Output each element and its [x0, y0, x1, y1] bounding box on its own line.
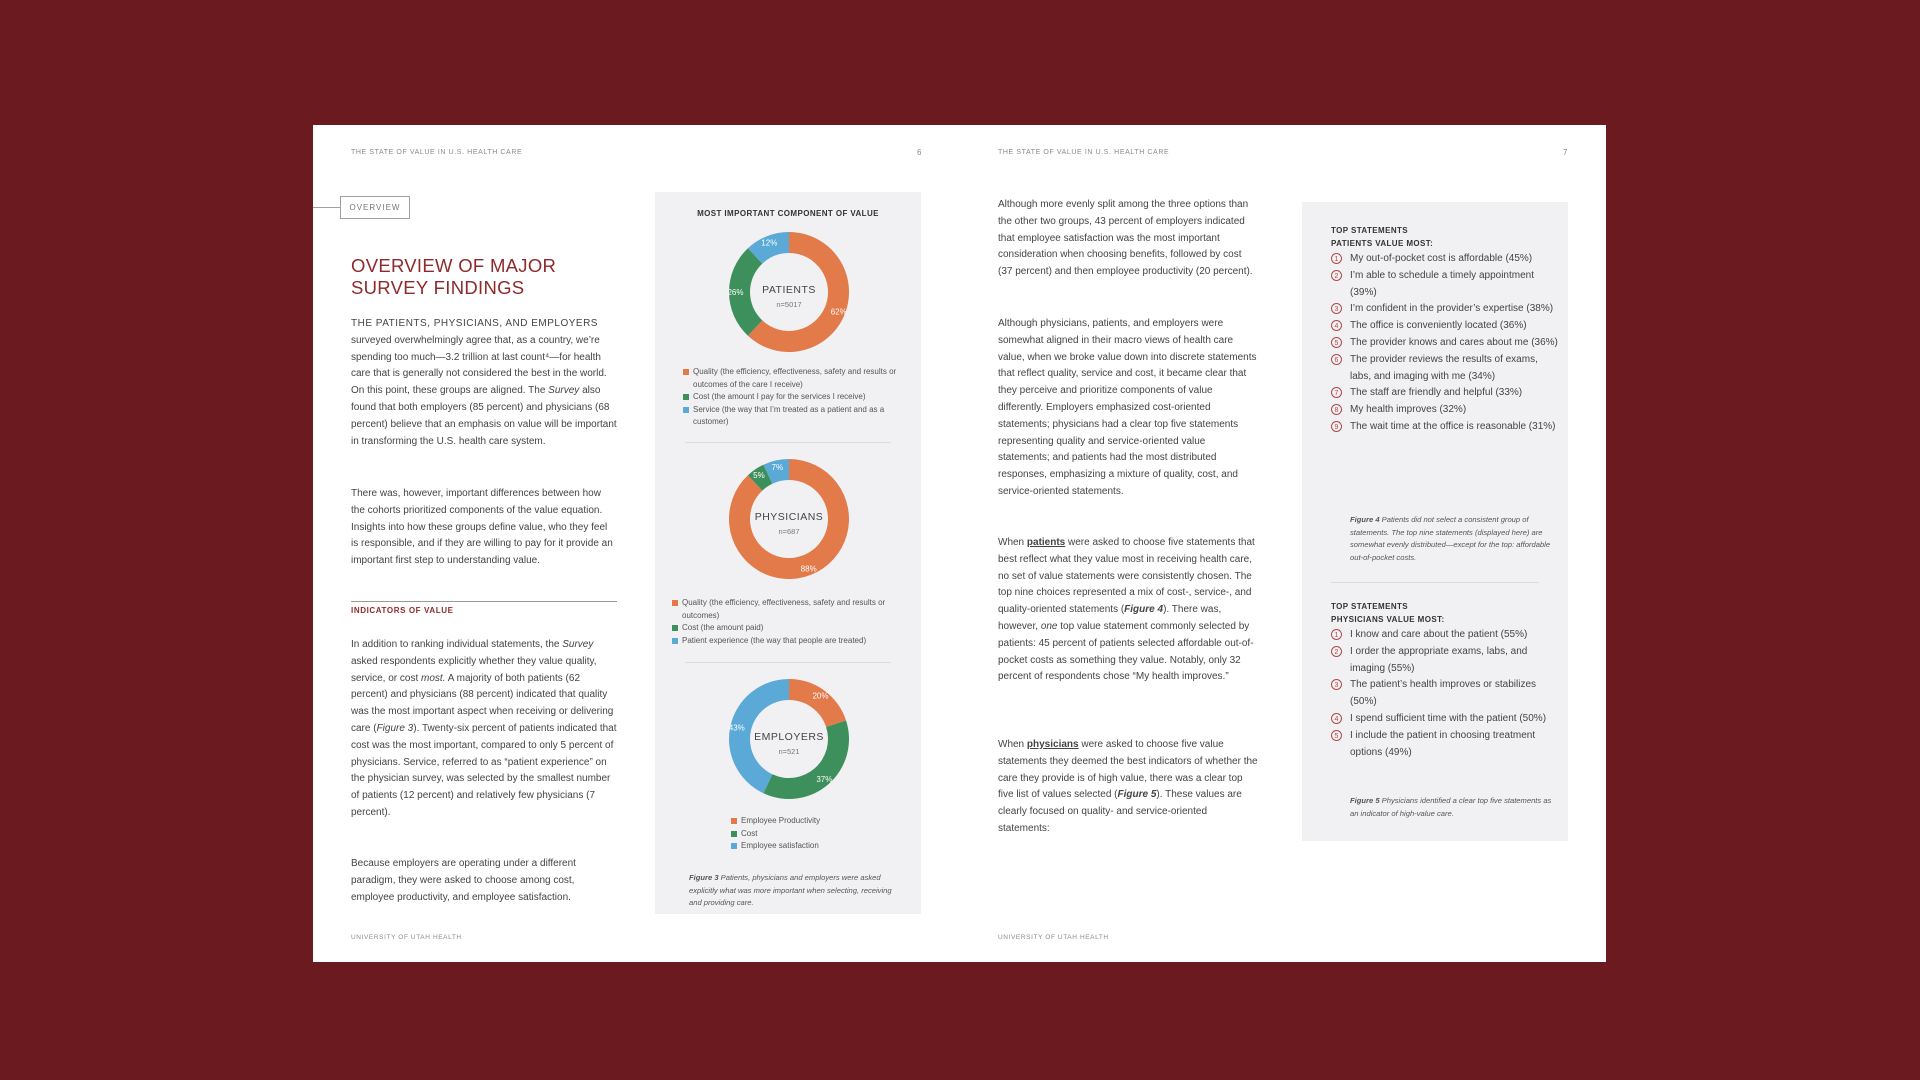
- number-badge: 4: [1331, 320, 1342, 331]
- physicians-list-heading: [1331, 601, 1445, 626]
- document-spread: [313, 125, 1606, 962]
- paragraph-indicators: [351, 637, 617, 822]
- running-header-right: THE STATE OF VALUE IN U.S. HEALTH CARE: [998, 149, 1170, 156]
- list-item: [1331, 402, 1561, 419]
- donut-percent-label: 5%: [753, 470, 765, 480]
- heading-line: TOP STATEMENTS: [1331, 226, 1409, 235]
- figure-3-caption: [689, 872, 899, 910]
- lead-in-text: THE PATIENTS, PHYSICIANS, AND EMPLOYERS: [351, 318, 598, 329]
- list-item: [1331, 301, 1561, 318]
- page-title: OVERVIEW OF MAJOR SURVEY FINDINGS: [351, 255, 557, 298]
- heading-line: TOP STATEMENTS: [1331, 602, 1409, 611]
- legend-item: [683, 391, 905, 404]
- caption-text: Patients, physicians and employers were asked explicitly what was more important when selecting, receiving and providing care.: [689, 873, 892, 907]
- text-run: asked respondents explicitly whether they value quality, service, or cost: [351, 655, 597, 684]
- number-badge: 1: [1331, 629, 1342, 640]
- subhead-indicators: INDICATORS OF VALUE: [351, 606, 454, 615]
- number-badge: 5: [1331, 730, 1342, 741]
- caption-text: Physicians identified a clear top five statements as an indicator of high-value care.: [1350, 796, 1552, 818]
- caption-label: Figure 3: [689, 873, 719, 882]
- heading-line: PHYSICIANS VALUE MOST:: [1331, 614, 1445, 624]
- list-item: [1331, 318, 1561, 335]
- legend-item: [731, 840, 911, 853]
- donut-center-title: PHYSICIANS: [754, 511, 824, 523]
- donut-sample-size: n=687: [778, 527, 800, 536]
- legend-swatch-green: [683, 394, 689, 400]
- donut-percent-label: 37%: [816, 775, 833, 785]
- donut-percent-label: 20%: [812, 691, 829, 701]
- number-badge: 2: [1331, 270, 1342, 281]
- chart-separator: [685, 662, 891, 663]
- text-run: were asked to choose five value statements they deemed the best indicators of whether the care they provide is of high value, there was a clear top five list of values selected (: [998, 739, 1258, 801]
- list-item-text: The provider reviews the results of exams, labs, and imaging with me (34%): [1350, 353, 1538, 382]
- list-item: [1331, 627, 1561, 644]
- text-run: In addition to ranking individual statements, the: [351, 639, 563, 650]
- list-item: [1331, 268, 1561, 302]
- legend-label: Cost (the amount I pay for the services I receive): [693, 392, 866, 401]
- number-badge: 2: [1331, 646, 1342, 657]
- legend-swatch-blue: [731, 843, 737, 849]
- donut-chart-patients: [727, 230, 851, 354]
- figure-ref: Figure 5: [1117, 789, 1157, 801]
- list-item-text: The staff are friendly and helpful (33%): [1350, 387, 1523, 399]
- chart-separator: [685, 442, 891, 443]
- legend-item: [672, 622, 912, 635]
- list-item-text: I’m confident in the provider’s expertise (38%): [1350, 303, 1554, 315]
- physicians-value-list: [1331, 627, 1561, 761]
- patients-emphasis: patients: [1026, 537, 1066, 548]
- number-badge: 3: [1331, 679, 1342, 690]
- donut-slice: [789, 679, 846, 727]
- legend-label: Patient experience (the way that people are treated): [682, 635, 867, 645]
- physicians-emphasis: physicians: [1026, 739, 1079, 750]
- paragraph-physicians: [998, 737, 1258, 838]
- donut-percent-label: 12%: [761, 238, 778, 248]
- text-run: also found that both employers (85 percent) and physicians (68 percent) believe that an emphasis on value will be important in transforming the U.S. health care system.: [351, 385, 617, 447]
- legend-swatch-orange: [683, 369, 689, 375]
- caption-label: Figure 4: [1350, 515, 1380, 524]
- page-number-right: 7: [1563, 148, 1568, 157]
- text-run: A majority of both patients (62 percent) and physicians (88 percent) indicated that quality was the most important aspect when receiving or delivering care (: [351, 672, 614, 734]
- list-item: [1331, 728, 1561, 762]
- donut-percent-label: 88%: [800, 564, 817, 574]
- list-item-text: I spend sufficient time with the patient (50%): [1350, 712, 1547, 724]
- figure-ref: Figure 4: [1124, 604, 1164, 616]
- list-item: [1331, 352, 1561, 386]
- patients-value-list: [1331, 251, 1561, 436]
- list-item: [1331, 335, 1561, 352]
- number-badge: 8: [1331, 404, 1342, 415]
- donut-percent-label: 7%: [771, 462, 784, 472]
- donut-center-title: PATIENTS: [762, 284, 816, 296]
- donut-percent-label: 62%: [830, 307, 847, 317]
- legend-physicians: [672, 597, 912, 647]
- text-run: were asked to choose five statements that best reflect what they value most in receiving health care, no set of value statements were consistently chosen. The top nine choices represented a mix of cost-, service-, and quality-oriented statements (: [998, 537, 1255, 616]
- panel-separator: [1331, 582, 1539, 583]
- survey-italic: Survey: [562, 639, 594, 650]
- list-item-text: The provider knows and cares about me (36%): [1350, 336, 1558, 348]
- paragraph-patients: [998, 535, 1258, 686]
- number-badge: 6: [1331, 354, 1342, 365]
- donut-sample-size: n=521: [778, 747, 800, 756]
- list-item-text: I know and care about the patient (55%): [1350, 629, 1528, 640]
- caption-text: Patients did not select a consistent group of statements. The top nine statements (displayed here) are somewhat evenly distributed—except for the top: affordable out-of-pocket costs.: [1350, 515, 1551, 562]
- legend-item: [731, 815, 911, 828]
- figure-4-caption: [1350, 514, 1555, 564]
- number-badge: 4: [1331, 713, 1342, 724]
- number-badge: 9: [1331, 421, 1342, 432]
- legend-label: Employee Productivity: [741, 816, 821, 825]
- caption-label: Figure 5: [1350, 796, 1380, 805]
- list-item: [1331, 711, 1561, 728]
- list-item-text: My health improves (32%): [1350, 404, 1467, 416]
- list-item-text: The wait time at the office is reasonable (31%): [1350, 420, 1556, 432]
- donut-percent-label: 26%: [727, 288, 744, 297]
- legend-item: [731, 828, 911, 841]
- donut-sample-size: n=5017: [776, 300, 802, 309]
- legend-label: Cost: [741, 828, 758, 838]
- top-statements-panel: [1302, 202, 1568, 841]
- patients-list-heading: [1331, 225, 1433, 250]
- donut-chart-physicians: [727, 457, 851, 581]
- legend-item: [683, 366, 905, 391]
- list-item-text: I’m able to schedule a timely appointment (39%): [1350, 269, 1534, 298]
- legend-label: Quality (the efficiency, effectiveness, safety and results or outcomes): [682, 598, 886, 620]
- legend-employers: [731, 815, 911, 853]
- legend-swatch-orange: [731, 818, 737, 824]
- one-italic: one: [1040, 620, 1058, 632]
- list-item-text: The patient’s health improves or stabilizes (50%): [1350, 679, 1537, 708]
- donut-percent-label: 43%: [728, 723, 745, 733]
- page-number-left: 6: [917, 148, 922, 157]
- legend-patients: [683, 366, 905, 429]
- legend-item: [672, 635, 912, 648]
- footer-left: UNIVERSITY OF UTAH HEALTH: [351, 934, 462, 941]
- list-item-text: My out-of-pocket cost is affordable (45%): [1350, 253, 1533, 264]
- text-run: When: [998, 739, 1027, 750]
- legend-label: Employee satisfaction: [741, 841, 819, 850]
- legend-swatch-green: [731, 831, 737, 837]
- section-tag-line: [313, 207, 340, 208]
- text-run: ). These values are clearly focused on quality- and service-oriented statements:: [998, 789, 1242, 834]
- number-badge: 1: [1331, 253, 1342, 264]
- donut-center-title: EMPLOYERS: [754, 731, 824, 743]
- legend-item: [672, 597, 912, 622]
- paragraph-alignment: Although physicians, patients, and employers were somewhat aligned in their macro views of health care value, when we broke value down into discrete statements that reflect quality, service and cost, it became clear that they perceive and prioritize components of value differently. Employers emphasized cost-oriented statements; physicians had a clear top five statements representing quality and service-oriented value statements; and patients had the most distributed responses, emphasizing a mixture of quality, cost, and service-oriented statements.: [998, 318, 1257, 497]
- legend-item: [683, 404, 905, 429]
- paragraph-differences: There was, however, important differences between how the cohorts prioritized components of the value equation. Insights into how these groups define value, who they feel is responsible, and if they are willing to pay for it provide an important first step to understanding value.: [351, 488, 613, 567]
- list-item: [1331, 419, 1561, 436]
- text-run: ). Twenty-six percent of patients indicated that cost was the most important, compared to only 5 percent of physicians. Service, referred to as “patient experience” on the physician survey, was selected by the smallest number of patients (12 percent) and relatively few physicians (7 percent).: [351, 722, 617, 818]
- figure-3-panel: [655, 192, 921, 914]
- survey-italic: Survey: [548, 385, 580, 397]
- paragraph-employer-split: Although more evenly split among the three options than the other two groups, 43 percent of employers indicated that employee satisfaction was the most important consideration when choosing benefits, followed by cost (37 percent) and then employee productivity (20 percent).: [998, 199, 1253, 278]
- heading-line: PATIENTS VALUE MOST:: [1331, 238, 1434, 248]
- list-item-text: The office is conveniently located (36%): [1350, 320, 1527, 332]
- footer-right: UNIVERSITY OF UTAH HEALTH: [998, 934, 1109, 941]
- list-item: [1331, 677, 1561, 711]
- legend-swatch-orange: [672, 600, 678, 606]
- figure-5-caption: [1350, 795, 1555, 820]
- list-item-text: I include the patient in choosing treatment options (49%): [1350, 729, 1536, 758]
- paragraph-employers: Because employers are operating under a different paradigm, they were asked to choose among cost, employee productivity, and employee satisfaction.: [351, 858, 576, 903]
- section-tag: OVERVIEW: [340, 196, 410, 219]
- list-item: [1331, 385, 1561, 402]
- list-item: [1331, 644, 1561, 678]
- donut-chart-employers: [727, 677, 851, 801]
- chart-title: MOST IMPORTANT COMPONENT OF VALUE: [697, 209, 879, 218]
- intro-paragraph: [351, 316, 617, 450]
- figure-ref: Figure 3: [376, 722, 414, 734]
- text-run: surveyed overwhelmingly agree that, as a country, we’re spending too much—3.2 trillion at last count⁴—for health care that is generally not considered the best in the world. On this point, these groups are aligned. The: [351, 334, 607, 397]
- number-badge: 3: [1331, 303, 1342, 314]
- section-rule: [351, 601, 617, 602]
- legend-label: Cost (the amount paid): [682, 623, 764, 632]
- legend-swatch-green: [672, 625, 678, 631]
- list-item: [1331, 251, 1561, 268]
- legend-label: Quality (the efficiency, effectiveness, safety and results or outcomes of the care I receive): [693, 367, 897, 389]
- most-italic: most.: [421, 672, 446, 684]
- legend-label: Service (the way that I’m treated as a patient and as a customer): [693, 404, 885, 426]
- text-run: ). There was, however,: [998, 604, 1222, 632]
- legend-swatch-blue: [683, 407, 689, 413]
- number-badge: 7: [1331, 387, 1342, 398]
- number-badge: 5: [1331, 337, 1342, 348]
- list-item-text: I order the appropriate exams, labs, and imaging (55%): [1350, 645, 1528, 674]
- text-run: When: [998, 537, 1027, 548]
- legend-swatch-blue: [672, 638, 678, 644]
- text-run: top value statement commonly selected by patients: 45 percent of patients selected affordable out-of-pocket costs as something they value. Notably, only 32 percent of respondents chose “My health improves.”: [998, 620, 1254, 683]
- running-header-left: THE STATE OF VALUE IN U.S. HEALTH CARE: [351, 149, 523, 156]
